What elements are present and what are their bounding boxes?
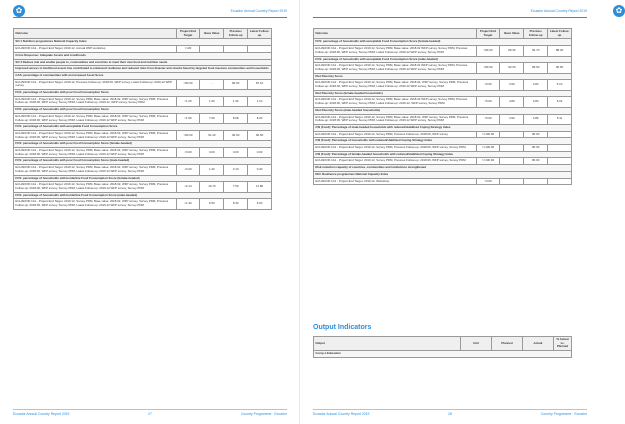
col-pct-actual: % Actual vs. Planned [553, 337, 571, 351]
col-output: Output [314, 337, 461, 351]
previous-followup-value: 4.86 [524, 114, 548, 124]
target-value: >0.00 [476, 178, 500, 185]
indicator-heading: Risk reduction capacity of countries, communities and institutions strengthened [314, 165, 572, 172]
previous-followup-value: 7.50 [224, 182, 248, 192]
base-value: 4.90 [500, 80, 524, 90]
target-value: >=100.00 [476, 145, 500, 152]
footer-right-text: Country Programme · Ecuador [540, 412, 587, 416]
latest-followup-value [548, 178, 572, 185]
indicator-detail: ECUADOR CA1 - Project End Target: 2019.12, Survey PDM, Base value: 2018.02 WFP survey, Survey PDM, Previous Follow-up: 2018.06, WFP survey, Survey PDM, Latest Follow-up: 2019.12, WFP survey, Survey PDM [314, 97, 477, 107]
indicator-detail: ECUADOR CA1 - Project End Target: 2019.12, Survey PDM, Previous Follow-up: 2018.06, WFP survey [314, 131, 477, 138]
indicator-heading-row [14, 158, 272, 165]
latest-followup-value: 0.40 [248, 165, 272, 175]
footer-rule [13, 409, 287, 410]
previous-followup-value: 89.60 [524, 63, 548, 73]
indicator-heading-row [14, 52, 272, 59]
target-value: >80.00 [476, 63, 500, 73]
previous-followup-value: 80.00 [524, 145, 548, 152]
indicator-detail: ECUADOR CA1 - Project End Target: 2019.12, Survey PDM, Base value: 2018.02, WFP survey, Survey PDM, Previous Follow-up: 2018.06, WFP survey, Survey PDM, Latest Follow-up: 2019.12 WFP survey, Survey PDM [314, 80, 477, 90]
indicator-heading: Diet Diversity Score [314, 73, 572, 80]
target-value: <0.20 [176, 165, 200, 175]
col-prev: Previous Follow-up [224, 29, 248, 39]
footer-left-text: Ecuador Annual Country Report 2019 [313, 412, 370, 416]
indicator-heading-row [314, 107, 572, 114]
col-prev: Previous Follow-up [524, 29, 548, 39]
indicator-heading: FCS: percentage of households with acceptable Food Consumption Score (male-headed) [314, 56, 572, 63]
target-value: >80.00 [176, 79, 200, 89]
latest-followup-value: 6.00 [248, 199, 272, 209]
table-header-row [314, 29, 572, 39]
latest-followup-value: 90.50 [548, 63, 572, 73]
col-planned: Planned [492, 337, 523, 351]
col-outcome: Outcome [314, 29, 477, 39]
table-row [14, 165, 272, 175]
table-header-row [14, 29, 272, 39]
latest-followup-value: 11.80 [248, 182, 272, 192]
indicator-heading-row [14, 39, 272, 46]
target-value: <1.50 [176, 113, 200, 123]
output-row-label: Comp.1-Education [314, 351, 572, 358]
output-table [313, 336, 572, 358]
indicator-detail: ECUADOR CA1 - Project End Target: 2019.12, Survey PDM, Base value: 2018.02, WFP survey, Survey PDM, Previous Follow-up: 2018.06, WFP survey, Survey PDM, Latest Follow-up: 2019.12 WFP survey, Survey PDM [14, 130, 177, 140]
latest-followup-value: 5.02 [548, 97, 572, 107]
base-value: 1.40 [200, 165, 224, 175]
table-row [314, 63, 572, 73]
outcome-table-left [13, 28, 272, 210]
target-value: >5.00 [476, 80, 500, 90]
table-row [314, 178, 572, 185]
table-row [314, 145, 572, 152]
indicator-heading-row [314, 73, 572, 80]
previous-followup-value: 1.30 [224, 96, 248, 106]
table-row [314, 46, 572, 56]
footer-right-text: Country Programme · Ecuador [240, 412, 287, 416]
previous-followup-value: 0.00 [224, 148, 248, 158]
indicator-detail: ECUADOR CA1 - Project End Target: 2019.12, Survey PDM, Base value: 2018.02, WFP survey, Survey PDM, Previous Follow-up: 2018.06, WFP survey, Survey PDM, Latest Follow-up: 2019.12 WFP survey, Survey PDM [14, 199, 177, 209]
col-unit: Unit [461, 337, 492, 351]
indicator-heading: CSI (Food): Percentage of female-headed households with reduced/stabilized Coping Strategy Index [314, 151, 572, 158]
base-value: 92.20 [500, 63, 524, 73]
target-value: >80.00 [476, 46, 500, 56]
table-row [314, 114, 572, 124]
header-text: Ecuador Annual Country Report 2019 [230, 9, 287, 13]
latest-followup-value: 1.10 [248, 96, 272, 106]
indicator-heading: FCS: percentage of households with borderline Food Consumption Score (male-headed) [14, 192, 272, 199]
indicator-heading: FCS: percentage of households with acceptable Food Consumption Score [14, 124, 272, 131]
indicator-heading-row [14, 124, 272, 131]
base-value: 4.90 [500, 114, 524, 124]
latest-followup-value: 8.20 [248, 113, 272, 123]
indicator-heading-row [314, 171, 572, 178]
table-row [14, 199, 272, 209]
table-row [14, 182, 272, 192]
indicator-heading: Crisis Response: Adequate Assets and Livelihoods [14, 52, 272, 59]
previous-followup-value: 90.00 [224, 130, 248, 140]
indicator-detail: ECUADOR CA1 - Project End Target: 2019.12, Survey PDM, Base value: 2018.02 WFP survey, Survey PDM, Previous Follow-up: 2018.06, WFP survey, Survey PDM, Latest Follow-up: 2019.12 WFP survey, Survey PDM [314, 46, 477, 56]
wfp-logo-icon: ✿ [13, 5, 25, 17]
base-value: 0.00 [200, 148, 224, 158]
col-latest: Latest Follow-up [548, 29, 572, 39]
header-rule [13, 17, 287, 18]
indicator-heading: SO 4 Reduce risk and enable people to, communities and countries to meet their own food and nutrition needs [14, 59, 272, 66]
latest-followup-value: 87.10 [248, 79, 272, 89]
latest-followup-value [548, 145, 572, 152]
indicator-heading-row [14, 90, 272, 97]
target-value: <2.14 [176, 182, 200, 192]
target-value: >5.00 [476, 97, 500, 107]
indicator-heading: FCS: percentage of households with acceptable Food Consumption Score (female-headed) [314, 39, 572, 46]
base-value: 89.30 [500, 46, 524, 56]
indicator-detail: ECUADOR CA1 - Project End Target: 2019.12, Survey PDM, Previous Follow-up: 2018.06, WFP survey, Survey PDM [314, 145, 477, 152]
base-value: 91.40 [200, 130, 224, 140]
indicator-detail: ECUADOR CA1 - Project End Target: 2019.12, Survey PDM, Previous Follow-up: 2018.06, WFP survey, Survey PDM [314, 158, 477, 165]
outcome-table-right [313, 28, 572, 185]
latest-followup-value [248, 46, 272, 53]
indicator-heading: Diet Diversity Score (female-headed households) [314, 90, 572, 97]
indicator-heading-row [14, 72, 272, 79]
previous-followup-value: 80.00 [524, 158, 548, 165]
col-target: Project End Target [176, 29, 200, 39]
indicator-heading-row [14, 141, 272, 148]
target-value: >=100.00 [476, 131, 500, 138]
previous-followup-value: 6.30 [224, 199, 248, 209]
previous-followup-value [524, 178, 548, 185]
indicator-heading: CSI (Food): Percentage of households with reduced/stabilized Coping Strategy Index [314, 138, 572, 145]
table-row [14, 79, 272, 89]
indicator-heading: FCS: percentage of households with borderline Food Consumption Score (female-headed) [14, 175, 272, 182]
indicator-heading-row [314, 39, 572, 46]
output-row [314, 351, 572, 358]
latest-followup-value: 5.10 [548, 80, 572, 90]
base-value: 1.20 [200, 96, 224, 106]
page-number: 28 [448, 412, 452, 416]
table-row [314, 80, 572, 90]
indicator-heading: Improved access to livelihood assets has contributed to enhanced resilience and reduced risks from disaster and shocks faced by targeted food-insecure communities and households [14, 66, 272, 73]
target-value: <1.30 [176, 199, 200, 209]
indicator-heading-row [314, 165, 572, 172]
footer-rule [313, 409, 587, 410]
indicator-detail: ECUADOR CA1 - Project End Target: 2019.12, Survey PDM, Base value: 2018.02, WFP survey, Survey PDM, Previous Follow-up: 2018.06, WFP survey, Survey PDM, Latest Follow-up: 2019.12 WFP survey, Survey PDM [14, 182, 177, 192]
indicator-heading: Diet Diversity Score (male-headed households) [314, 107, 572, 114]
base-value [500, 158, 524, 165]
header-rule [313, 17, 587, 18]
table-row [14, 148, 272, 158]
col-outcome: Outcome [14, 29, 177, 39]
target-value: <0.00 [176, 148, 200, 158]
indicator-detail: ECUADOR CA1 - Project End Target: 2019.12, Survey PDM, Base value: 2018.02, WFP survey, Survey PDM, Previous Follow-up: 2018.06, WFP survey, Survey PDM, Latest Follow-up: 2019.12 WFP survey, Survey PDM [14, 165, 177, 175]
table-row [314, 97, 572, 107]
footer-left-text: Ecuador Annual Country Report 2019 [13, 412, 70, 416]
base-value [500, 178, 524, 185]
indicator-detail: ECUADOR CA1 - Project End Target: 2019.12, Survey PDM, Base value: 2018.02 WFP survey, Survey PDM, Previous Follow-up: 2018.06, WFP survey, Survey PDM, Latest Follow-up: 2019.12 WFP survey, Survey PDM [314, 63, 477, 73]
previous-followup-value: 92.70 [524, 46, 548, 56]
latest-followup-value: 0.00 [248, 148, 272, 158]
indicator-heading: FCS: percentage of households with poor Food Consumption Score [14, 90, 272, 97]
previous-followup-value: 2.10 [224, 165, 248, 175]
indicator-heading: NCI: Resilience programmes National Capacity Index [314, 171, 572, 178]
table-row [314, 158, 572, 165]
previous-followup-value: 8.08 [224, 113, 248, 123]
right-page [300, 0, 623, 424]
indicator-heading: FCS: percentage of households with poor Food Consumption Score [14, 107, 272, 114]
indicator-heading-row [14, 107, 272, 114]
page-number: 27 [148, 412, 152, 416]
base-value [200, 46, 224, 53]
base-value: 6.50 [200, 199, 224, 209]
output-indicators-title: Output Indicators [313, 324, 372, 331]
wfp-logo-icon: ✿ [613, 5, 625, 17]
table-row [14, 113, 272, 123]
base-value [500, 131, 524, 138]
table-row [14, 46, 272, 53]
indicator-heading: FCS: percentage of households with poor Food Consumption Score (male-headed) [14, 158, 272, 165]
table-row [14, 96, 272, 106]
col-target: Project End Target [476, 29, 500, 39]
target-value: >5.00 [476, 114, 500, 124]
target-value: >=100.00 [476, 158, 500, 165]
latest-followup-value [548, 158, 572, 165]
latest-followup-value: 88.20 [548, 46, 572, 56]
indicator-detail: ECUADOR CA1 - Project End Target: 2019.12, Previous Follow-up: 2018.09, WFP survey, Latest Follow-up: 2019.12 WFP survey [14, 79, 177, 89]
base-value: 4.80 [500, 97, 524, 107]
indicator-heading: CSI (Food): Percentage of male-headed households with reduced/stabilized Coping Strategy Index [314, 124, 572, 131]
indicator-heading-row [14, 66, 272, 73]
indicator-heading-row [314, 151, 572, 158]
indicator-heading-row [14, 192, 272, 199]
base-value [500, 145, 524, 152]
col-base: Base Value [200, 29, 224, 39]
indicator-detail: ECUADOR CA1 - Project End Target: 2019.12, Survey PDM, Base value: 2018.02, WFP survey, Survey PDM, Previous Follow-up: 2018.06, WFP survey, Survey PDM, Latest Follow-up: 2019.12 WFP survey, Survey PDM [314, 114, 477, 124]
target-value: >=20 [176, 46, 200, 53]
indicator-detail: ECUADOR CA1 - Project End Target: 2019.12, Annual WFP workshop [14, 46, 177, 53]
previous-followup-value: 4.84 [524, 80, 548, 90]
indicator-detail: ECUADOR CA1 - Project End Target: 2019.12, Survey PDM, Base value: 2018.02, WFP survey, Survey PDM, Previous Follow-up: 2018.06, WFP survey, Survey PDM, Latest Follow-up: 2019.12 WFP survey, Survey PDM [14, 113, 177, 123]
previous-followup-value: 80.00 [524, 131, 548, 138]
latest-followup-value: 90.50 [248, 130, 272, 140]
indicator-heading-row [314, 56, 572, 63]
target-value: <1.20 [176, 96, 200, 106]
indicator-heading-row [14, 59, 272, 66]
previous-followup-value: 80.00 [224, 79, 248, 89]
base-value: - [200, 79, 224, 89]
latest-followup-value [548, 131, 572, 138]
col-base: Base Value [500, 29, 524, 39]
indicator-heading-row [314, 90, 572, 97]
col-actual: Actual [522, 337, 553, 351]
output-header-row [314, 337, 572, 351]
indicator-heading: FCS: percentage of households with poor Food Consumption Score (female-headed) [14, 141, 272, 148]
target-value: >80.00 [176, 130, 200, 140]
indicator-detail: ECUADOR CA1 - Project End Target: 2019.12, Survey PDM, Base value: 2018.02, WFP survey, Survey PDM, Previous Follow-up: 2018.06, WFP survey, Survey PDM, Latest Follow-up: 2019.12, WFP survey, Survey PDM [14, 96, 177, 106]
col-latest: Latest Follow-up [248, 29, 272, 39]
header-text: Ecuador Annual Country Report 2019 [530, 9, 587, 13]
latest-followup-value: 5.11 [548, 114, 572, 124]
indicator-heading: CAS: percentage of communities with an increased Asset Score [14, 72, 272, 79]
indicator-heading-row [314, 124, 572, 131]
previous-followup-value: 4.84 [524, 97, 548, 107]
indicator-detail: ECUADOR CA1 - Project End Target: 2019.12, Workshop [314, 178, 477, 185]
left-page [0, 0, 300, 424]
indicator-detail: ECUADOR CA1 - Project End Target: 2019.12, Survey PDM, Base value: 2018.02, WFP survey, Survey PDM, Previous Follow-up: 2018.06, WFP survey, Survey PDM, Latest Follow-up: 2019.12 WFP survey, Survey PDM [14, 148, 177, 158]
previous-followup-value [224, 46, 248, 53]
table-row [314, 131, 572, 138]
indicator-heading-row [14, 175, 272, 182]
indicator-heading: SO 1 Nutrition programmes National Capacity Index [14, 39, 272, 46]
table-row [14, 130, 272, 140]
base-value: 10.70 [200, 182, 224, 192]
indicator-heading-row [314, 138, 572, 145]
base-value: 7.60 [200, 113, 224, 123]
